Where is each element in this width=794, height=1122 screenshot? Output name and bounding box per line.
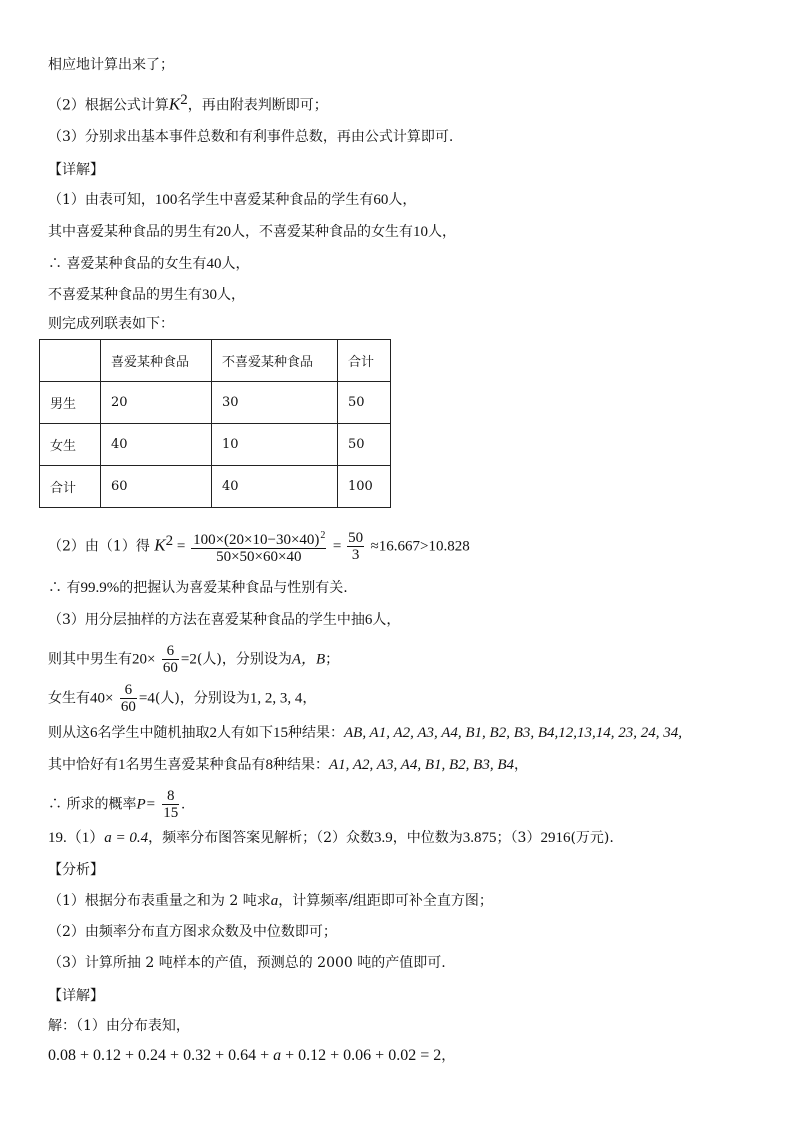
- table-row: [40, 466, 391, 508]
- text-line: （3）计算所抽 2 吨样本的产值，预测总的 2000 吨的产值即可.: [48, 955, 446, 971]
- fraction: $\frac{6}{60}$: [162, 643, 178, 676]
- text-line: （3）分别求出基本事件总数和有利事件总数，再由公式计算即可.: [48, 129, 454, 145]
- table-row: [40, 340, 391, 382]
- table-row: [40, 382, 391, 424]
- text-line: （1）根据分布表重量之和为 2 吨求a，计算频率/组距即可补全直方图；: [48, 893, 493, 909]
- table-cell: 男生: [40, 382, 101, 424]
- text-line: （2）由（1）得 $K^2$ = $\frac{100\times(20\times 10-30\times 40)^2}{50\times 50\times 60\times 40}$ = $\frac{50}{3}$ ≈16.667>10.828: [48, 530, 470, 565]
- section-heading: 【详解】: [48, 988, 104, 1004]
- text-line: 女生有40× $\frac{6}{60}$ =4(人)，分别设为1, 2, 3, 4，: [48, 682, 317, 715]
- table-row: [40, 424, 391, 466]
- text-line: （1）由表可知，100名学生中喜爱某种食品的学生有60人，: [48, 192, 417, 208]
- table-cell: 20: [101, 382, 212, 424]
- text-line: （3）用分层抽样的方法在喜爱某种食品的学生中抽6人，: [48, 612, 401, 628]
- fraction: $\frac{6}{60}$: [120, 682, 136, 715]
- table-cell: 女生: [40, 424, 101, 466]
- text-line: 相应地计算出来了；: [48, 57, 174, 73]
- table-cell: 10: [212, 424, 338, 466]
- text-line: 则完成列联表如下：: [48, 316, 174, 332]
- table-cell: 不喜爱某种食品: [212, 340, 338, 382]
- table-cell: 50: [338, 382, 391, 424]
- text-line: 则其中男生有20× $\frac{6}{60}$ =2(人)，分别设为A，B；: [48, 643, 340, 676]
- table-cell: 40: [101, 424, 212, 466]
- table-cell: 40: [212, 466, 338, 508]
- text-line: 其中喜爱某种食品的男生有20人，不喜爱某种食品的女生有10人，: [48, 224, 456, 240]
- table-cell: 喜爱某种食品: [101, 340, 212, 382]
- table-cell: 100: [338, 466, 391, 508]
- table-cell: 30: [212, 382, 338, 424]
- contingency-table: [39, 339, 391, 508]
- section-heading: 【分析】: [48, 862, 104, 878]
- text-line: （2）根据公式计算$K^2$，再由附表判断即可；: [48, 92, 328, 114]
- table-cell: 50: [338, 424, 391, 466]
- text-line: 解：（1）由分布表知，: [48, 1018, 190, 1034]
- text-line: ∴ 喜爱某种食品的女生有40人，: [48, 256, 250, 272]
- text-line: 0.08 + 0.12 + 0.24 + 0.32 + 0.64 + a + 0.12 + 0.06 + 0.02 = 2，: [48, 1047, 456, 1064]
- table-cell: 合计: [40, 466, 101, 508]
- fraction: $\frac{8}{15}$: [163, 788, 179, 821]
- text-line: 不喜爱某种食品的男生有30人，: [48, 287, 245, 303]
- text-line: （2）由频率分布直方图求众数及中位数即可；: [48, 924, 337, 940]
- fraction: $\frac{50}{3}$: [348, 530, 364, 563]
- table-cell: 60: [101, 466, 212, 508]
- text-line: 其中恰好有1名男生喜爱某种食品有8种结果：A1, A2, A3, A4, B1, B2, B3, B4，: [48, 757, 528, 773]
- text-line: 19.（1）a = 0.4，频率分布图答案见解析；（2）众数3.9，中位数为3.875；（3）2916(万元).: [48, 830, 614, 846]
- table-cell: 合计: [338, 340, 391, 382]
- fraction: $\frac{100\times(20\times 10-30\times 40)^2}{50\times 50\times 60\times 40}$: [193, 530, 326, 565]
- text-line: ∴ 所求的概率P= $\frac{8}{15}$ .: [48, 788, 185, 821]
- table-cell: [40, 340, 101, 382]
- text-line: 则从这6名学生中随机抽取2人有如下15种结果：AB, A1, A2, A3, A4, B1, B2, B3, B4,12,13,14, 23, 24, 34,: [48, 725, 683, 741]
- section-heading: 【详解】: [48, 162, 104, 178]
- text-line: ∴ 有99.9%的把握认为喜爱某种食品与性别有关.: [48, 580, 348, 596]
